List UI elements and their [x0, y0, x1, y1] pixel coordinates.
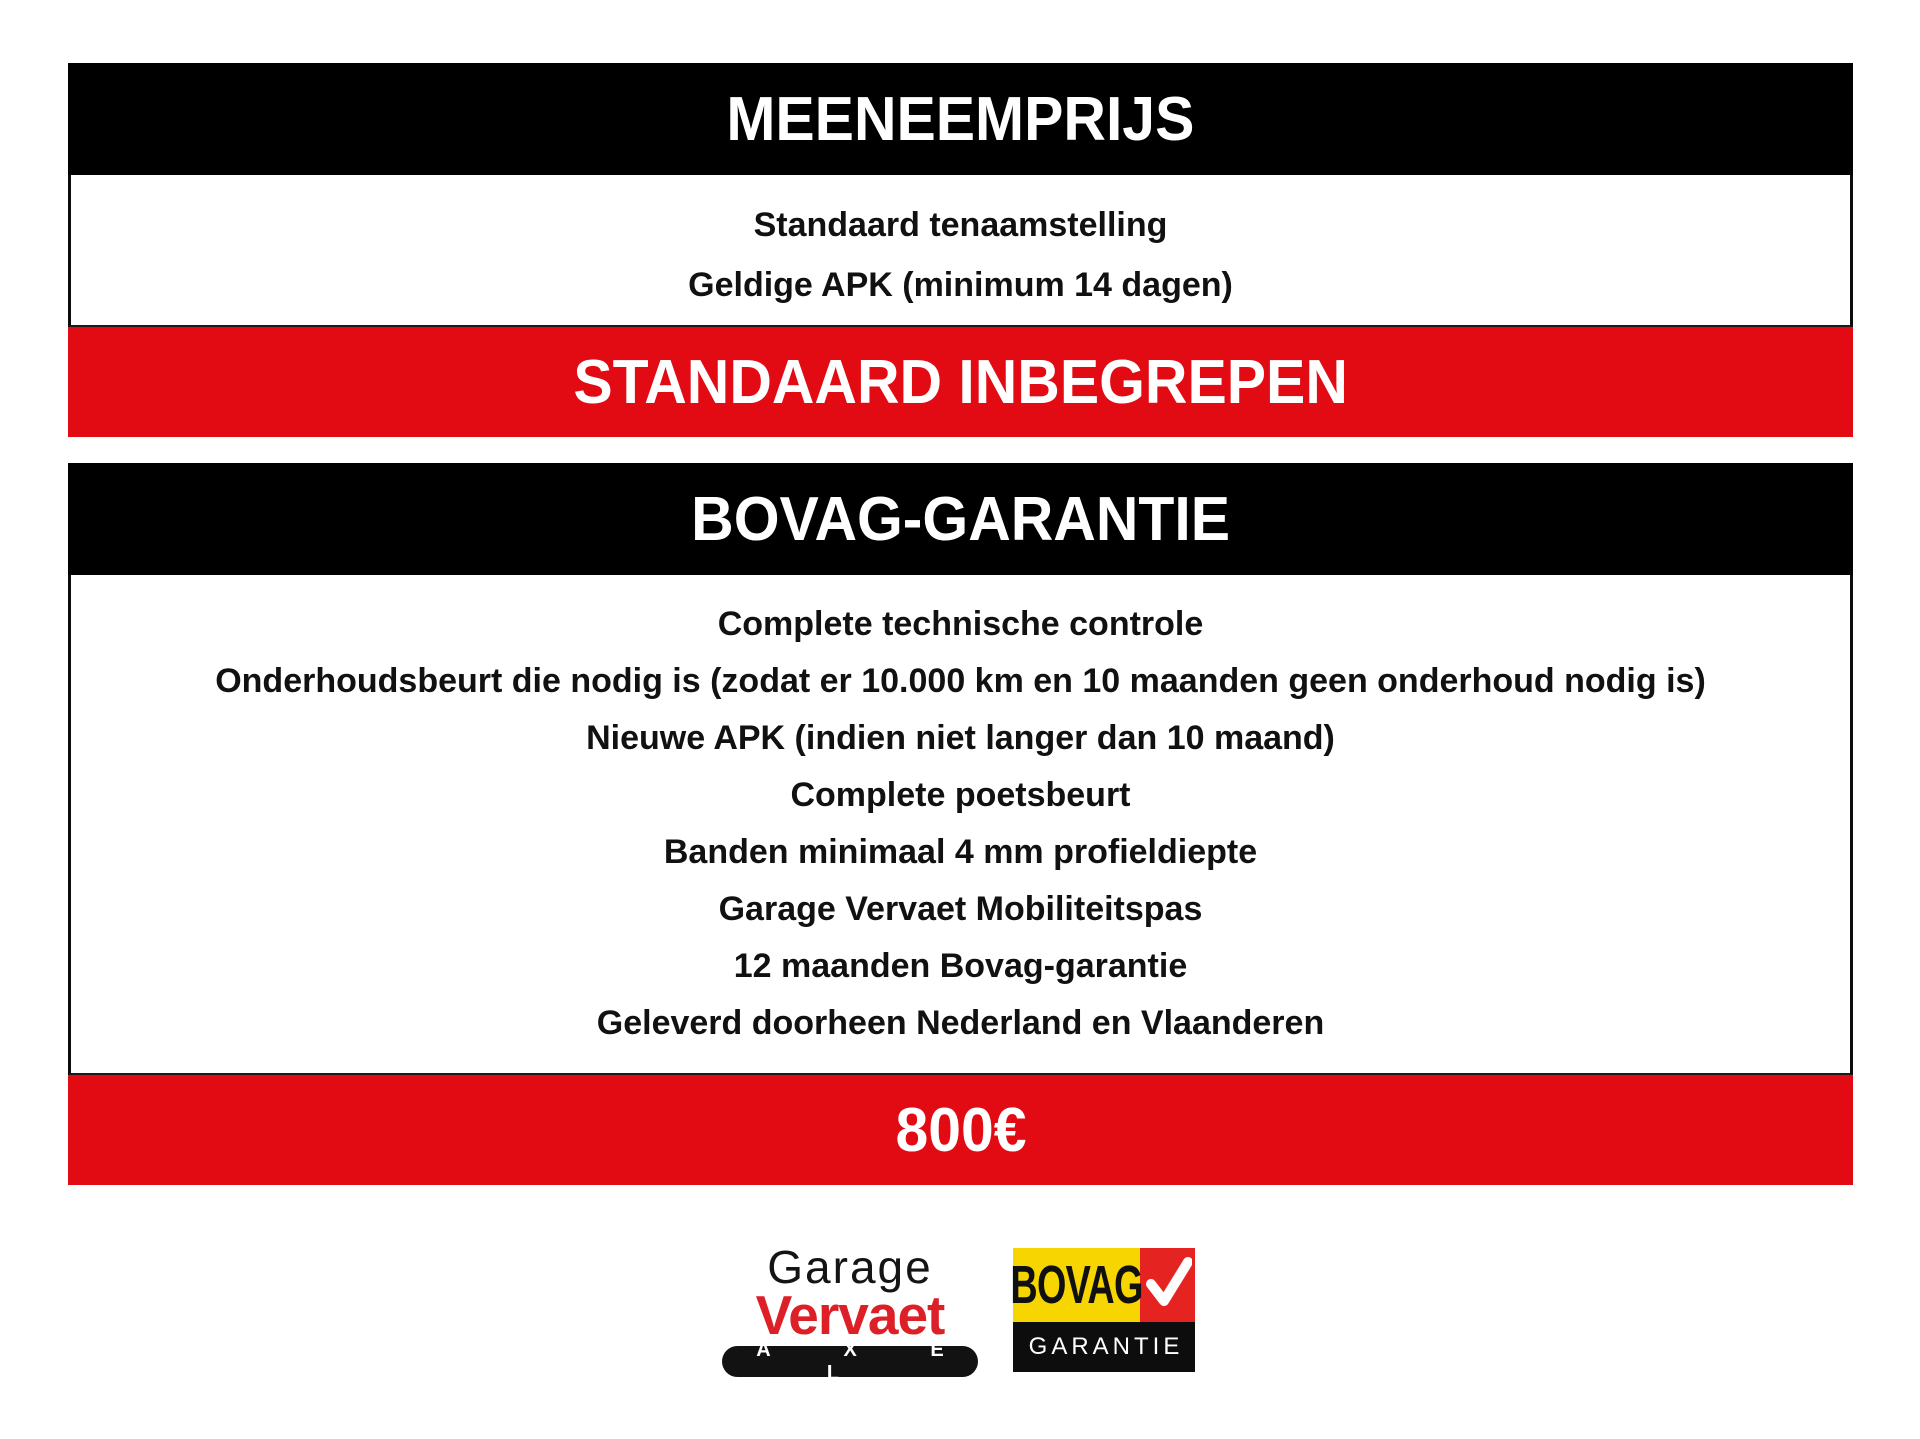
bovag-line: Geleverd doorheen Nederland en Vlaanderen: [596, 1004, 1325, 1042]
bovag-logo-yellow-cell: [1010, 1248, 1143, 1322]
meeneemprijs-card: [68, 63, 1853, 437]
bovag-garantie-body: [68, 575, 1853, 1075]
bovag-line: Banden minimaal 4 mm profieldiepte: [663, 833, 1258, 871]
check-icon: [1144, 1256, 1192, 1314]
bovag-line: Complete poetsbeurt: [790, 776, 1131, 814]
bovag-logo-top-row: [1010, 1248, 1195, 1322]
bovag-logo-red-cell: [1140, 1248, 1195, 1322]
bovag-line: 12 maanden Bovag-garantie: [733, 947, 1188, 985]
garage-logo-line2: Vervaet: [755, 1284, 945, 1346]
bovag-garantie-card: [68, 463, 1853, 1185]
meeneemprijs-header-bar: [68, 63, 1853, 175]
bovag-line: Complete technische controle: [717, 605, 1204, 643]
bovag-garantie-word-bar: [1013, 1322, 1195, 1372]
price-bar: [68, 1075, 1853, 1185]
bovag-brand-label: BOVAG: [1010, 1255, 1143, 1315]
bovag-line: Onderhoudsbeurt die nodig is (zodat er 10.000 km en 10 maanden geen onderhoud nodig is): [215, 662, 1706, 700]
meeneemprijs-body: [68, 175, 1853, 327]
bovag-line: Garage Vervaet Mobiliteitspas: [718, 890, 1203, 928]
standaard-inbegrepen-label: STANDAARD INBEGREPEN: [573, 347, 1348, 417]
footer-logos: [0, 1243, 1920, 1393]
price-label: 800€: [894, 1095, 1027, 1165]
standaard-inbegrepen-bar: [68, 327, 1853, 437]
garage-vervaet-logo: [722, 1241, 978, 1384]
meeneemprijs-line: Geldige APK (minimum 14 dagen): [688, 266, 1233, 304]
bovag-garantie-header-bar: [68, 463, 1853, 575]
bovag-line: Nieuwe APK (indien niet langer dan 10 maand): [586, 719, 1335, 757]
garage-logo-line1: Garage: [767, 1241, 933, 1293]
bovag-garantie-word: GARANTIE: [1028, 1333, 1184, 1360]
bovag-garantie-logo: [1010, 1248, 1195, 1372]
meeneemprijs-line: Standaard tenaamstelling: [753, 206, 1168, 244]
axel-badge: A X E L: [722, 1346, 978, 1377]
meeneemprijs-title: MEENEEMPRIJS: [726, 84, 1195, 154]
bovag-garantie-title: BOVAG-GARANTIE: [691, 484, 1230, 554]
